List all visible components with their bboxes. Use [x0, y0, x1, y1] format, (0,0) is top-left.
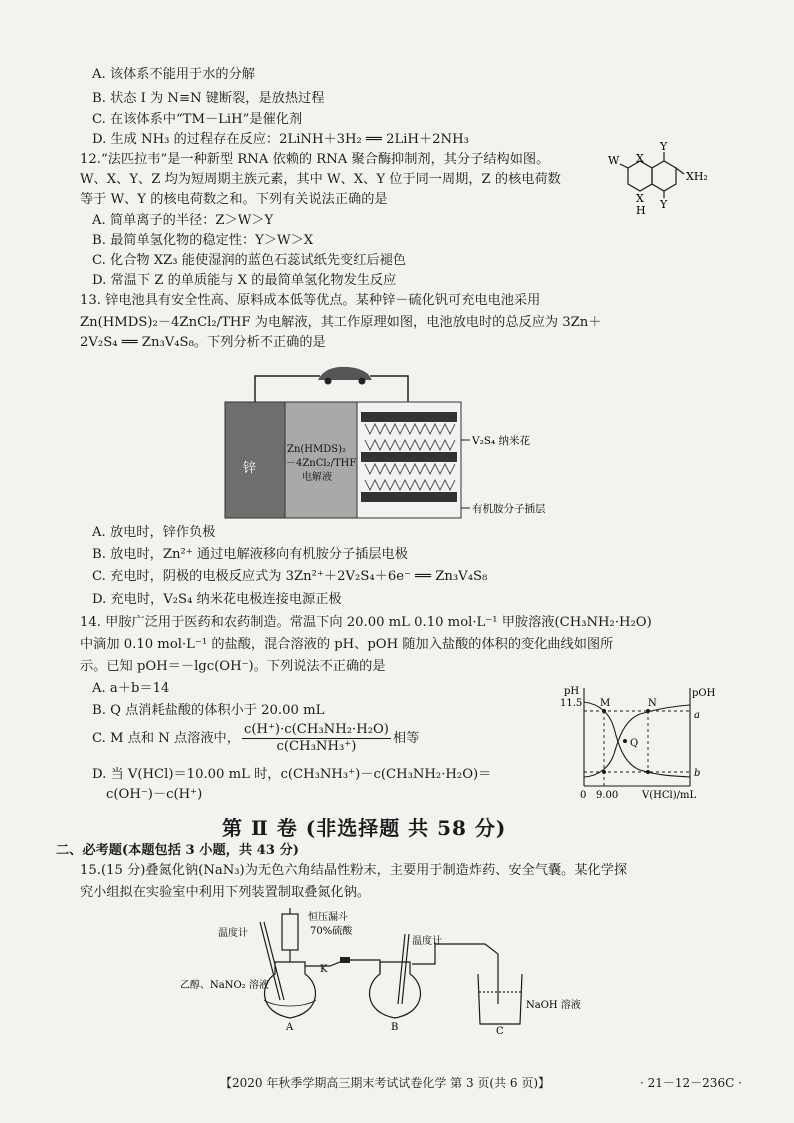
- part2-section-heading: 二、必考题(本题包括 3 小题，共 43 分): [56, 843, 299, 858]
- acid-label: 70%硫酸: [310, 926, 353, 937]
- thermometer-a-label: 温度计: [218, 928, 248, 939]
- page-footer: 【2020 年秋季学期高三期末考试试卷化学 第 3 页(共 6 页)】: [220, 1076, 551, 1090]
- flask-a-label: A: [286, 1022, 294, 1033]
- graph-a-label: a: [694, 710, 700, 721]
- mol-y2-label: Y: [660, 198, 668, 211]
- ph-poh-graph: [560, 684, 720, 806]
- graph-origin: 0: [580, 790, 587, 801]
- layer-label: 有机胺分子插层: [472, 503, 546, 515]
- q11-option-c: C. 在该体系中“TM－LiH”是催化剂: [92, 112, 303, 127]
- graph-x9-label: 9.00: [596, 790, 619, 801]
- mol-w-label: W: [608, 154, 620, 167]
- q14-option-b: B. Q 点消耗盐酸的体积小于 20.00 mL: [92, 703, 325, 718]
- valve-k-label: K: [320, 964, 328, 975]
- electrolyte-label-2: －4ZnCl₂/THF: [286, 458, 357, 469]
- q14-fraction: [242, 722, 391, 755]
- graph-point-q: Q: [630, 738, 639, 749]
- zinc-label: 锌: [243, 461, 257, 476]
- q13-option-c: C. 充电时，阴极的电极反应式为 3Zn²⁺＋2V₂S₄＋6e⁻ ══ Zn₃V₄S₈: [92, 569, 488, 584]
- q14-option-c-prefix: C. M 点和 N 点溶液中，: [92, 731, 240, 746]
- q14-option-d-line2: c(OH⁻)－c(H⁺): [106, 787, 203, 802]
- q14-fraction-denominator: c(CH₃NH₃⁺): [276, 739, 357, 754]
- q15-stem-line2: 究小组拟在实验室中利用下列装置制取叠氮化钠。: [80, 885, 371, 900]
- graph-point-n: N: [648, 698, 657, 709]
- q13-option-b: B. 放电时，Zn²⁺ 通过电解液移向有机胺分子插层电极: [92, 547, 408, 562]
- mol-y1-label: Y: [660, 142, 668, 153]
- q12-option-a: A. 简单离子的半径：Z＞W＞Y: [92, 213, 274, 228]
- part2-title: 第 Ⅱ 卷 (非选择题 共 58 分): [222, 816, 507, 840]
- flask-b-label: B: [391, 1022, 399, 1033]
- q13-stem-line2: Zn(HMDS)₂－4ZnCl₂/THF 为电解液，其工作原理如图，电池放电时的总反应为 3Zn＋: [80, 315, 602, 330]
- nanoflower-label: V₂S₄ 纳米花: [472, 435, 531, 447]
- graph-b-label: b: [694, 768, 701, 779]
- q12-option-c: C. 化合物 XZ₃ 能使湿润的蓝色石蕊试纸先变红后褪色: [92, 253, 406, 268]
- q12-stem-line3: 等于 W、Y 的核电荷数之和。下列有关说法正确的是: [80, 192, 388, 207]
- mol-x2-label: X: [636, 192, 644, 205]
- funnel-label: 恒压漏斗: [308, 912, 348, 923]
- q14-option-c: [92, 722, 419, 755]
- graph-x-axis-label: V(HCl)/mL: [642, 790, 697, 801]
- mol-xh2-label: XH₂: [686, 170, 708, 183]
- q14-option-a: A. a＋b＝14: [92, 681, 170, 696]
- graph-y115-label: 11.5: [560, 698, 583, 709]
- beaker-c-label: C: [496, 1026, 504, 1034]
- q12-stem-line2: W、X、Y、Z 均为短周期主族元素，其中 W、X、Y 位于同一周期，Z 的核电荷数: [80, 172, 561, 187]
- mol-x1-label: X: [636, 152, 644, 165]
- q11-option-b: B. 状态 Ⅰ 为 N≡N 键断裂，是放热过程: [92, 91, 325, 106]
- q12-stem-line1: 12.“法匹拉韦”是一种新型 RNA 依赖的 RNA 聚合酶抑制剂，其分子结构如图。: [80, 152, 550, 167]
- graph-ph-label: pH: [564, 686, 580, 697]
- electrolyte-label-1: Zn(HMDS)₂: [287, 444, 347, 455]
- graph-poh-label: pOH: [692, 688, 716, 699]
- naoh-label: NaOH 溶液: [526, 1000, 581, 1011]
- graph-point-m: M: [600, 698, 611, 709]
- q14-stem-line1: 14. 甲胺广泛用于医药和农药制造。常温下向 20.00 mL 0.10 mol·L⁻¹ 甲胺溶液(CH₃NH₂·H₂O): [80, 615, 652, 630]
- solution-a-label: 乙醇、NaNO₂ 溶液: [180, 980, 269, 991]
- q12-option-d: D. 常温下 Z 的单质能与 X 的最简单氢化物发生反应: [92, 273, 397, 288]
- thermometer-b-label: 温度计: [412, 936, 442, 947]
- q13-stem-line3: 2V₂S₄ ══ Zn₃V₄S₈。下列分析不正确的是: [80, 335, 326, 350]
- q14-stem-line2: 中滴加 0.10 mol·L⁻¹ 的盐酸，混合溶液的 pH、pOH 随加入盐酸的体积的变化曲线如图所: [80, 637, 614, 652]
- apparatus-diagram: [180, 904, 600, 1034]
- q14-fraction-numerator: c(H⁺)·c(CH₃NH₂·H₂O): [243, 722, 389, 737]
- car-icon: [318, 367, 372, 385]
- q13-option-a: A. 放电时，锌作负极: [92, 525, 216, 540]
- q14-option-c-suffix: 相等: [392, 731, 420, 746]
- q15-stem-line1: 15.(15 分)叠氮化钠(NaN₃)为无色六角结晶性粉末，主要用于制造炸药、安全气囊。某化学探: [80, 863, 628, 878]
- q14-stem-line3: 示。已知 pOH＝－lgc(OH⁻)。下列说法不正确的是: [80, 659, 386, 674]
- electrolyte-label-3: 电解液: [302, 472, 332, 483]
- q14-option-d-line1: D. 当 V(HCl)＝10.00 mL 时，c(CH₃NH₃⁺)－c(CH₃NH₂·H₂O)＝: [92, 767, 492, 782]
- paper-code: · 21－12－236C ·: [640, 1076, 742, 1090]
- battery-diagram: [220, 360, 570, 522]
- q13-option-d: D. 充电时，V₂S₄ 纳米花电极连接电源正极: [92, 592, 342, 607]
- q13-stem-line1: 13. 锌电池具有安全性高、原料成本低等优点。某种锌－硫化钒可充电电池采用: [80, 293, 541, 308]
- q11-option-d: D. 生成 NH₃ 的过程存在反应：2LiNH＋3H₂ ══ 2LiH＋2NH₃: [92, 132, 469, 147]
- molecule-structure-figure: [600, 142, 710, 222]
- mol-h-label: H: [636, 204, 646, 217]
- q12-option-b: B. 最简单氢化物的稳定性：Y＞W＞X: [92, 233, 314, 248]
- q11-option-a: A. 该体系不能用于水的分解: [92, 67, 255, 82]
